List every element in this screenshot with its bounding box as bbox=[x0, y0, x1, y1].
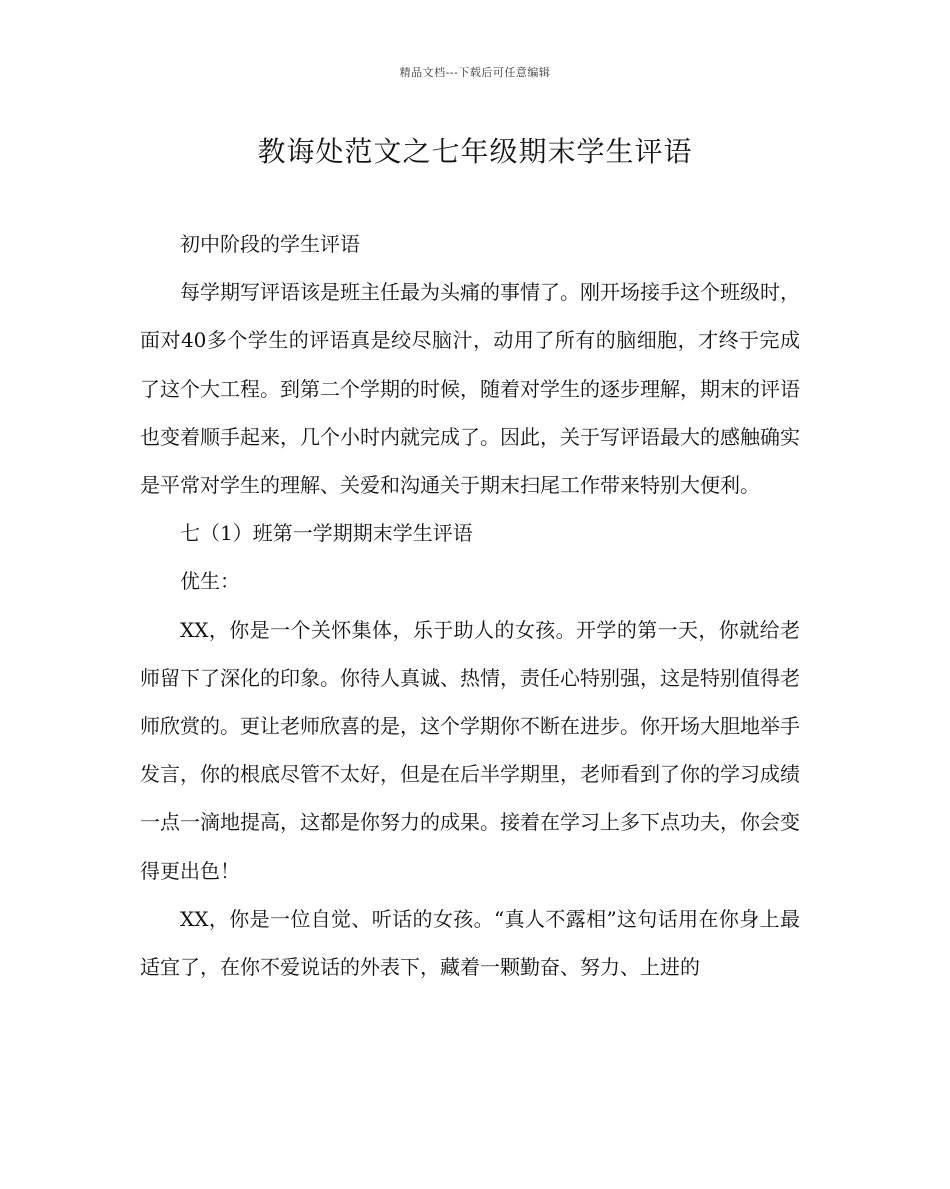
page-header: 精品文档---下载后可任意编辑 bbox=[399, 66, 551, 79]
document-title: 教诲处范文之七年级期末学生评语 bbox=[257, 135, 693, 168]
document-body bbox=[140, 220, 800, 991]
paragraph-student-comment: XX，你是一位自觉、听话的女孩。“真人不露相”这句话用在你身上最适宜了，在你不爱说话的外表下，藏着一颗勤奋、努力、上进的 bbox=[140, 906, 800, 980]
paragraph-intro: 每学期写评语该是班主任最为头痛的事情了。刚开场接手这个班级时，面对40多个学生的评语真是绞尽脑汁，动用了所有的脑细胞，才终于完成了这个大工程。到第二个学期的时候，随着对学生的逐步理解，期末的评语也变着顺手起来，几个小时内就完成了。因此，关于写评语最大的感触确实是平常对学生的理解、关爱和沟通关于期末扫尾工作带来特别大便利。 bbox=[140, 280, 800, 498]
section-heading-top-students: 优生： bbox=[180, 569, 240, 594]
section-heading-intro: 初中阶段的学生评语 bbox=[180, 232, 360, 256]
section-heading-class: 七（1）班第一学期期末学生评语 bbox=[180, 521, 473, 546]
paragraph-student-comment: XX，你是一个关怀集体，乐于助人的女孩。开学的第一天，你就给老师留下了深化的印象。你待人真诚、热情，责任心特别强，这是特别值得老师欣赏的。更让老师欣喜的是，这个学期你不断在进步。你开场大胆地举手发言，你的根底尽管不太好，但是在后半学期里，老师看到了你的学习成绩一点一滴地提高，这都是你努力的成果。接着在学习上多下点功夫，你会变得更出色！ bbox=[140, 617, 800, 883]
